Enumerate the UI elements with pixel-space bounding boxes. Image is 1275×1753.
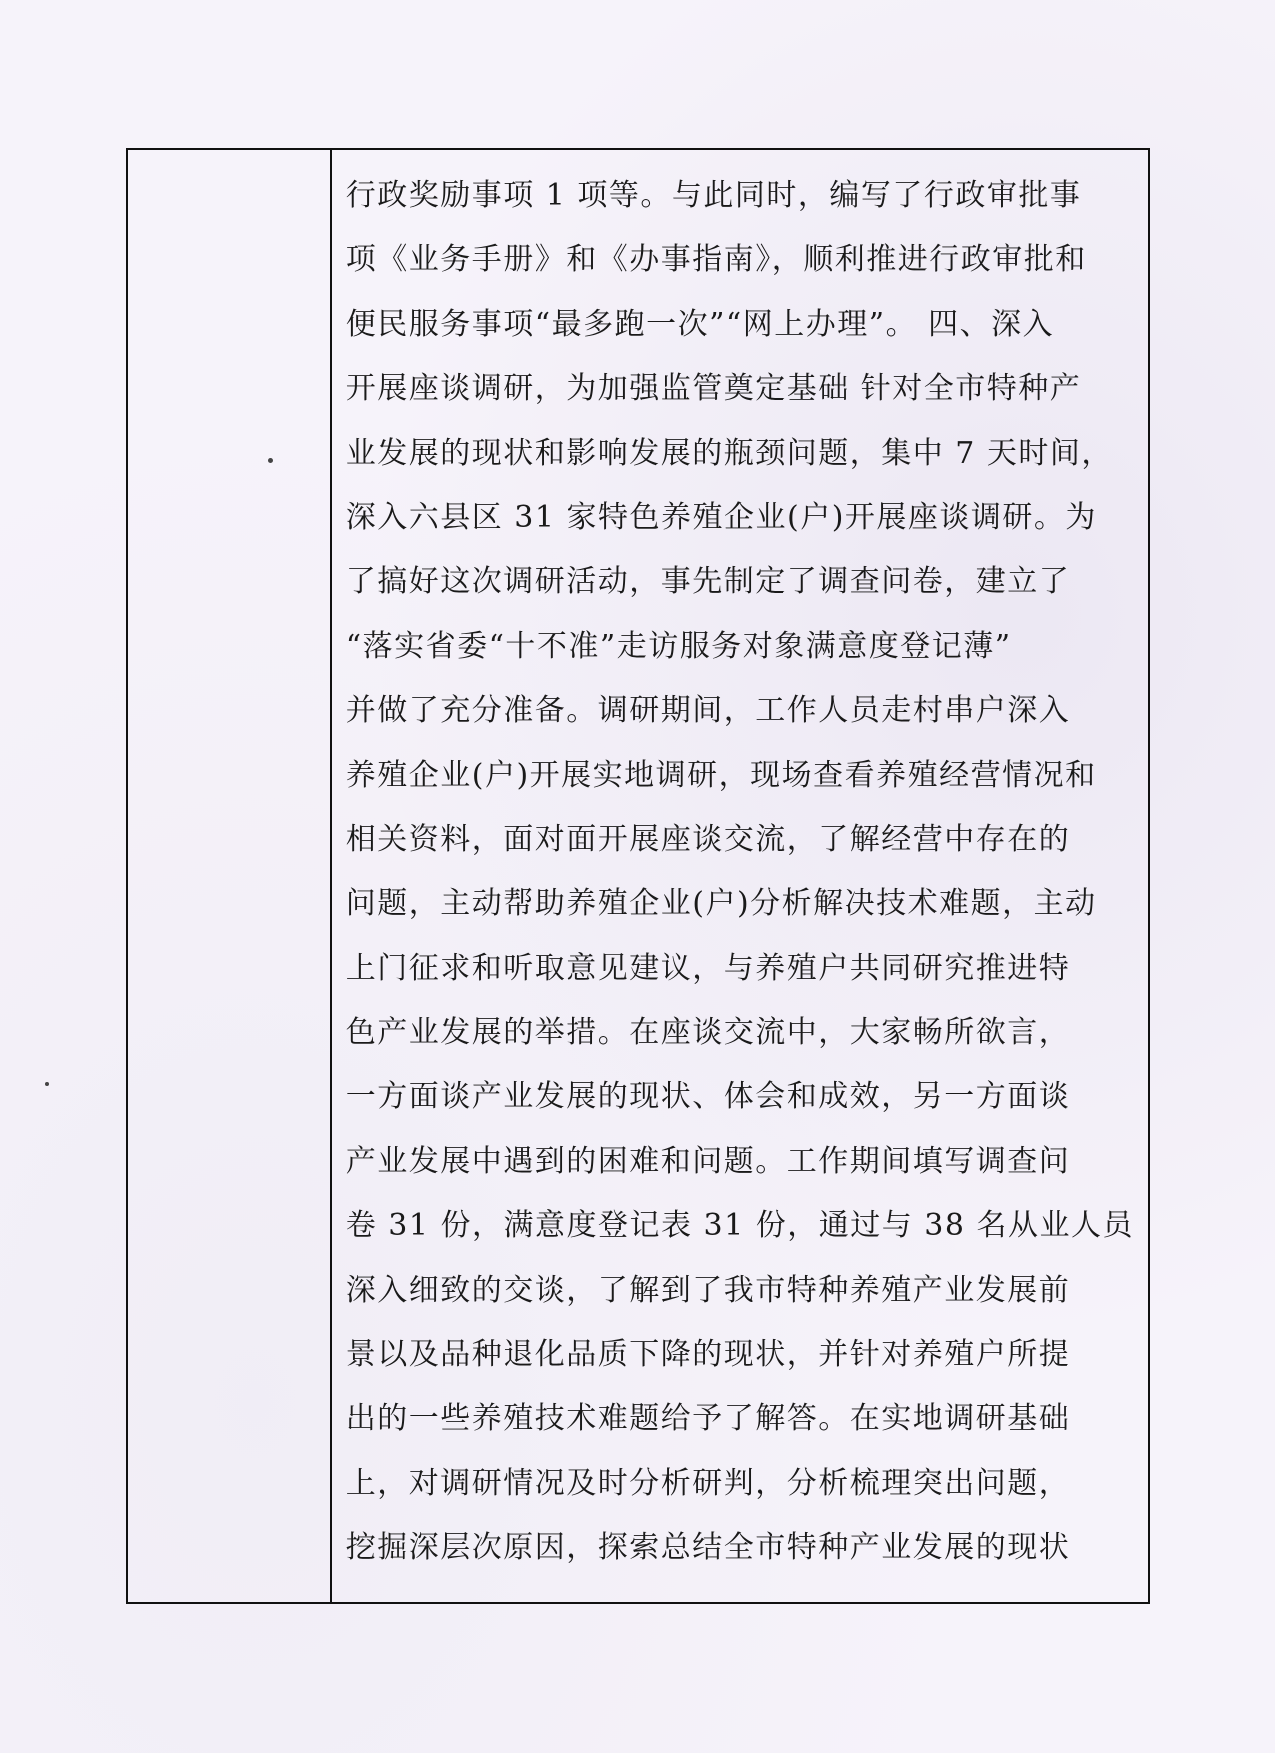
content-cell (332, 150, 1148, 1602)
body-line: 卷 31 份，满意度登记表 31 份，通过与 38 名从业人员 (345, 1208, 1134, 1244)
label-cell-empty (128, 150, 332, 1602)
body-line: 出的一些养殖技术难题给予了解答。在实地调研基础 (345, 1401, 1071, 1437)
body-line: 上门征求和听取意见建议，与养殖户共同研究推进特 (345, 950, 1071, 986)
body-line: 业发展的现状和影响发展的瓶颈问题，集中 7 天时间， (345, 435, 1113, 471)
body-line: 产业发展中遇到的困难和问题。工作期间填写调查问 (345, 1143, 1071, 1179)
body-line: 养殖企业(户)开展实地调研，现场查看养殖经营情况和 (345, 757, 1097, 793)
body-line: 开展座谈调研，为加强监管奠定基础 针对全市特种产 (345, 371, 1082, 407)
form-table (126, 148, 1150, 1604)
body-line: 深入细致的交谈，了解到了我市特种养殖产业发展前 (345, 1272, 1071, 1308)
body-line: 项《业务手册》和《办事指南》，顺利推进行政审批和 (345, 242, 1087, 278)
body-line: 行政奖励事项 1 项等。与此同时，编写了行政审批事 (345, 178, 1082, 213)
body-line: 一方面谈产业发展的现状、体会和成效，另一方面谈 (345, 1079, 1071, 1115)
body-line: 了搞好这次调研活动，事先制定了调查问卷，建立了 (345, 564, 1071, 600)
body-line: 问题，主动帮助养殖企业(户)分析解决技术难题，主动 (345, 886, 1097, 922)
body-line: 上，对调研情况及时分析研判，分析梳理突出问题， (345, 1465, 1071, 1501)
body-line: “落实省委“十不准”走访服务对象满意度登记薄” (345, 628, 1012, 664)
body-line: 景以及品种退化品质下降的现状，并针对养殖户所提 (345, 1337, 1071, 1373)
body-line: 深入六县区 31 家特色养殖企业(户)开展座谈调研。为 (345, 499, 1097, 535)
scan-speck (268, 458, 273, 463)
body-line: 色产业发展的举措。在座谈交流中，大家畅所欲言， (345, 1015, 1071, 1051)
scan-speck (45, 1082, 49, 1086)
body-line: 并做了充分准备。调研期间，工作人员走村串户深入 (345, 693, 1071, 729)
body-line: 挖掘深层次原因，探索总结全市特种产业发展的现状 (345, 1530, 1071, 1566)
body-line: 相关资料，面对面开展座谈交流，了解经营中存在的 (345, 821, 1071, 857)
body-line: 便民服务事项“最多跑一次”“网上办理”。 四、深入 (345, 306, 1055, 342)
